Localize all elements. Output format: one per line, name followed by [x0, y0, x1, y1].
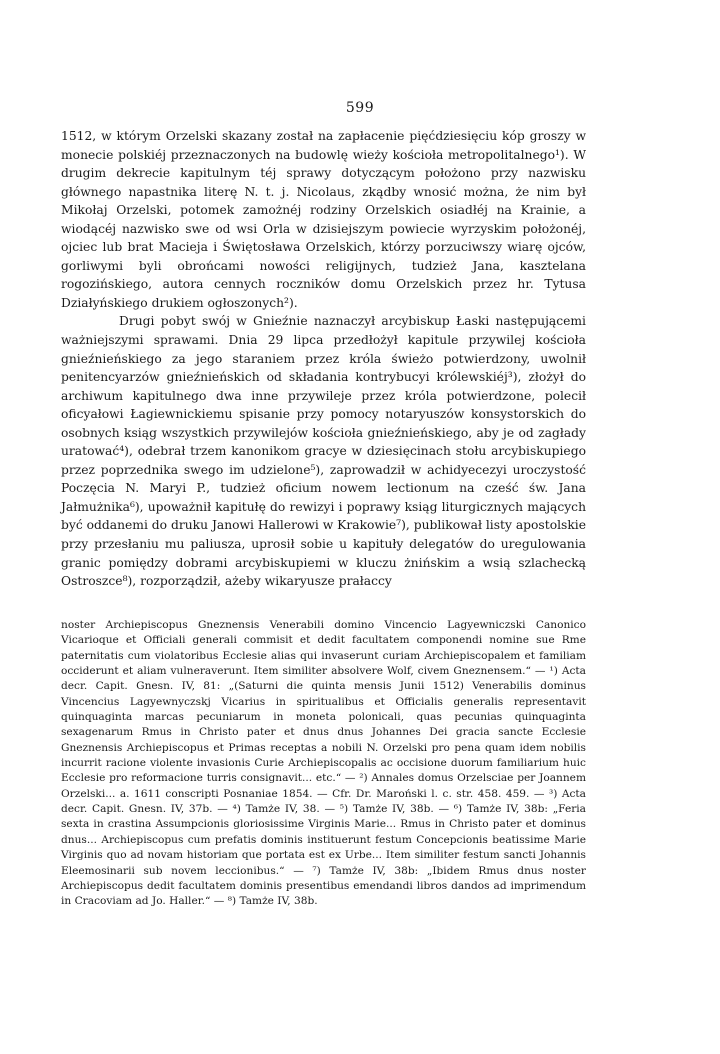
paragraph-continuation: 1512, w którym Orzelski skazany został na zapłacenie pięćdziesięciu kóp groszy w monecie polskiéj przeznaczonych na budowlę wieży kościoła metropolitalnego¹). W drugim dekrecie kapitulnym téj sprawy dotyczącym położono przy nazwisku głównego napastnika literę N. t. j. Nicolaus, zkądby wnosić można, że nim był Mikołaj Orzelski, potomek zamożnéj rodziny Orzelskich osiadłéj na Krainie, a wiodącéj nazwisko swe od wsi Orla w dzisiejszym powiecie wyrzyskim położonéj, ojciec lub brat Macieja i Świętosława Orzelskich, którzy porzuciwszy wiarę ojców, gorliwymi byli obrońcami nowości religijnych, tudzież Jana, kasztelana rogozińskiego, autora cennych roczników domu Orzelskich przez hr. Tytusa Działyńskiego drukiem ogłoszonych²). [61, 129, 586, 310]
footnotes [61, 618, 586, 910]
main-text [61, 127, 586, 591]
paragraph: Drugi pobyt swój w Gnieźnie naznaczył arcybiskup Łaski następującemi ważniejszymi sprawami. Dnia 29 lipca przedłożył kapitule przywilej kościoła gnieźnieńskiego za jego staraniem przez króla świeżo potwierdzony, uwolnił penitencyarzów gnieźnieńskich od składania kontrybucyi królewskiéj³), złożył do archiwum kapitulnego dwa inne przywileje przez króla potwierdzone, polecił oficyałowi Łagiewnickiemu spisanie przy pomocy notaryuszów konsystorskich do osobnych ksiąg wszystkich przywilejów kościoła gnieźnieńskiego, aby je od zagłady uratować⁴), odebrał trzem kanonikom gracye w dziesięcinach stołu arcybiskupiego przez poprzednika swego im udzielone⁵), zaprowadził w achidyecezyi uroczystość Poczęcia N. Maryi P., tudzież oficium nowem lectionum na cześć św. Jana Jałmużnika⁶), upoważnił kapitułę do rewizyi i poprawy ksiąg liturgicznych mających być oddanemi do druku Janowi Hallerowi w Krakowie⁷), publikował listy apostolskie przy przesłaniu mu paliusza, uprosił sobie u kapituły delegatów do uregulowania granic pomiędzy dobrami arcybiskupiemi w kluczu żnińskim a wsią szlachecką Ostroszce⁸), rozporządził, ażeby wikaryusze prałaccy [61, 314, 586, 589]
page-number: 599 [345, 100, 375, 116]
footnote-block: noster Archiepiscopus Gneznensis Venerabili domino Vincencio Lagyewniczski Canonico Vicarioque et Officiali generali commisit et dedit facultatem componendi nomine sue Rme paternitatis cum violatoribus Ecclesie alias qui invaserunt curiam Archiepiscopalem et familiam occiderunt et aliam vulneraverunt. Item similiter absolvere Wolf, civem Gneznensem.“ — ¹) Acta decr. Capit. Gnesn. IV, 81: „(Saturni die quinta mensis Junii 1512) Venerabilis dominus Vincencius Lagyewnyczskj Vicarius in spiritualibus et Officialis generalis representavit quinquaginta marcas pecuniarum in moneta polonicali, quas pecunias quinquaginta sexagenarum Rmus in Christo pater et dnus dnus Johannes Dei gracia sancte Ecclesie Gneznensis Archiepiscopus et Primas receptas a nobili N. Orzelski pro pena quam idem nobilis incurrit racione violente invasionis Curie Archiepiscopalis ac occisione duorum familiarium huic Ecclesie pro reformacione turris consignavit... etc.“ — ²) Annales domus Orzelsciae per Joannem Orzelski... a. 1611 conscripti Posnaniae 1854. — Cfr. Dr. Maroński l. c. str. 458. 459. — ³) Acta decr. Capit. Gnesn. IV, 37b. — ⁴) Tamże IV, 38. — ⁵) Tamże IV, 38b. — ⁶) Tamże IV, 38b: „Feria sexta in crastina Assumpcionis gloriosissime Virginis Marie... Rmus in Christo pater et dominus dnus... Archiepiscopus cum prefatis dominis instituerunt festum Concepcionis beatissime Marie Virginis quo ad novam historiam que portata est ex Urbe... Item similiter festum sancti Johannis Eleemosinarii sub novem leccionibus.“ — ⁷) Tamże IV, 38b: „Ibidem Rmus dnus noster Archiepiscopus dedit facultatem dominis presentibus emendandi libros dandos ad imprimendum in Cracoviam ad Jo. Haller.“ — ⁸) Tamże IV, 38b. [61, 619, 586, 908]
